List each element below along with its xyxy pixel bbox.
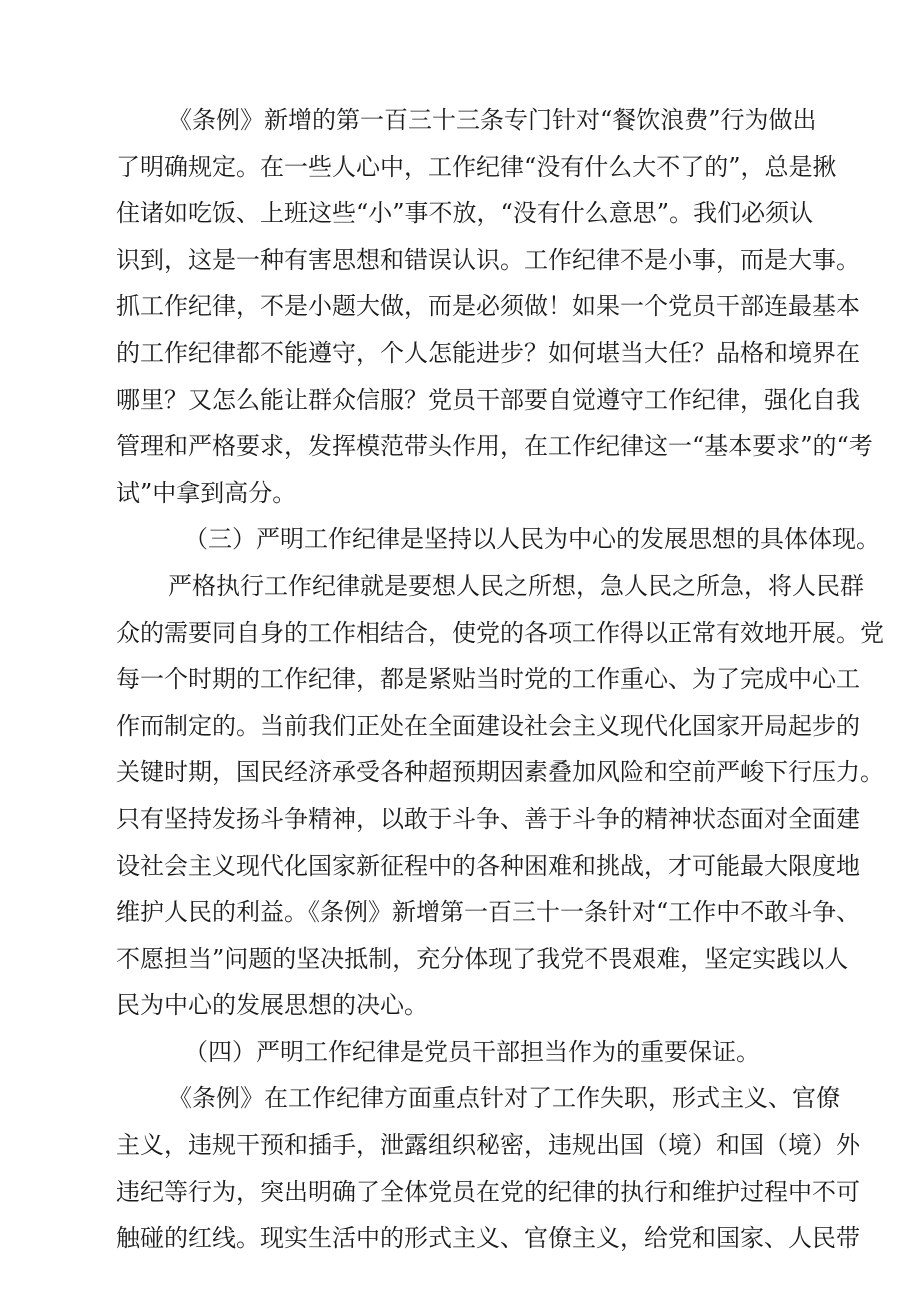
paragraph-line: 作而制定的。当前我们正处在全面建设社会主义现代化国家开局起步的	[116, 711, 860, 740]
paragraph-line: 试”中拿到高分。	[116, 478, 297, 507]
paragraph-line: 只有坚持发扬斗争精神，以敢于斗争、善于斗争的精神状态面对全面建	[116, 804, 860, 833]
paragraph-line: 哪里？又怎么能让群众信服？党员干部要自觉遵守工作纪律，强化自我	[116, 385, 860, 414]
section-heading: （三）严明工作纪律是坚持以人民为中心的发展思想的具体体现。	[184, 525, 880, 554]
paragraph-line: 《条例》新增的第一百三十三条专门针对“餐饮浪费”行为做出	[168, 106, 817, 134]
paragraph-line: 识到，这是一种有害思想和错误认识。工作纪律不是小事，而是大事。	[116, 245, 860, 274]
paragraph-line: 设社会主义现代化国家新征程中的各种困难和挑战，才可能最大限度地	[116, 851, 860, 880]
paragraph-line: 众的需要同自身的工作相结合，使党的各项工作得以正常有效地开展。党	[116, 618, 884, 647]
paragraph-line: 触碰的红线。现实生活中的形式主义、官僚主义，给党和国家、人民带	[116, 1224, 860, 1253]
paragraph-line: 维护人民的利益。《条例》新增第一百三十一条针对“工作中不敢斗争、	[116, 898, 861, 927]
paragraph-line: 不愿担当”问题的坚决抵制，充分体现了我党不畏艰难，坚定实践以人	[116, 944, 849, 973]
paragraph-line: 每一个时期的工作纪律，都是紧贴当时党的工作重心、为了完成中心工	[116, 665, 860, 694]
paragraph-line: 住诸如吃饭、上班这些“小”事不放，“没有什么意思”。我们必须认	[116, 199, 814, 228]
paragraph-line: 管理和严格要求，发挥模范带头作用，在工作纪律这一“基本要求”的“考	[116, 432, 873, 461]
paragraph-line: 抓工作纪律，不是小题大做，而是必须做！如果一个党员干部连最基本	[116, 292, 860, 321]
paragraph-line: 严格执行工作纪律就是要想人民之所想，急人民之所急，将人民群	[168, 571, 864, 600]
paragraph-line: 了明确规定。在一些人心中，工作纪律“没有什么大不了的”，总是揪	[116, 152, 837, 181]
paragraph-line: 主义，违规干预和插手，泄露组织秘密，违规出国（境）和国（境）外	[116, 1131, 860, 1160]
paragraph-line: 违纪等行为，突出明确了全体党员在党的纪律的执行和维护过程中不可	[116, 1177, 860, 1206]
paragraph-line: 关键时期，国民经济承受各种超预期因素叠加风险和空前严峻下行压力。	[116, 758, 884, 787]
paragraph-line: 《条例》在工作纪律方面重点针对了工作失职，形式主义、官僚	[168, 1084, 840, 1113]
paragraph-line: 的工作纪律都不能遵守，个人怎能进步？如何堪当大任？品格和境界在	[116, 338, 860, 367]
paragraph-line: 民为中心的发展思想的决心。	[116, 991, 428, 1020]
body-text	[116, 97, 884, 1262]
section-heading: （四）严明工作纪律是党员干部担当作为的重要保证。	[184, 1037, 760, 1066]
